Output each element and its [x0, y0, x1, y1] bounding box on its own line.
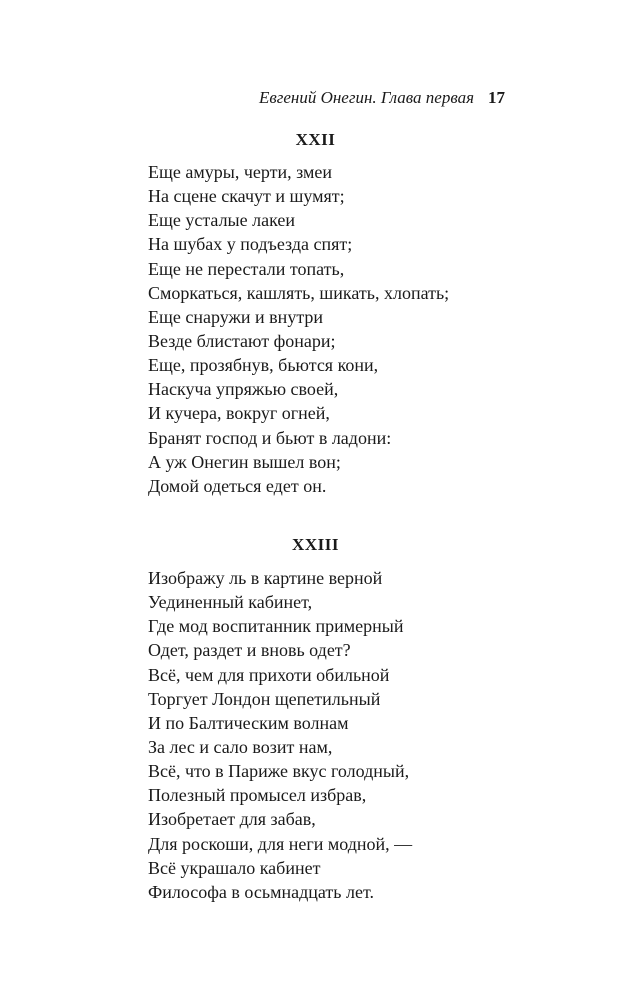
verse-line: Одет, раздет и вновь одет?	[148, 640, 351, 661]
verse-line: Изобретает для забав,	[148, 809, 316, 830]
stanza-number: XXII	[295, 130, 336, 149]
verse-line: Полезный промысел избрав,	[148, 785, 367, 806]
stanza-lines	[148, 160, 449, 498]
verse-line: Всё, чем для прихоти обильной	[148, 664, 390, 685]
verse-line: Еще снаружи и внутри	[148, 306, 324, 327]
verse-line: Еще амуры, черти, змеи	[148, 162, 332, 182]
verse-line: Для роскоши, для неги модной, —	[148, 833, 413, 854]
verse-line: И кучера, вокруг огней,	[148, 403, 330, 424]
verse-line: Всё, что в Париже вкус голодный,	[148, 761, 410, 782]
verse-line: Философа в осьмнадцать лет.	[148, 881, 374, 902]
verse-line: На шубах у подъезда спят;	[148, 234, 353, 255]
verse-line: На сцене скачут и шумят;	[148, 186, 345, 207]
verse-line: Бранят господ и бьют в ладони:	[148, 427, 392, 448]
verse-line: Наскуча упряжью своей,	[148, 379, 339, 400]
running-title: Евгений Онегин. Глава первая	[258, 88, 474, 107]
verse-line: Торгует Лондон щепетильный	[148, 688, 381, 709]
verse-line: Еще не перестали топать,	[148, 258, 345, 279]
verse-line: Где мод воспитанник примерный	[148, 616, 404, 637]
stanza-number: XXIII	[292, 535, 339, 554]
verse-line: Везде блистают фонари;	[148, 330, 336, 351]
stanza-lines	[148, 566, 412, 904]
verse-line: Еще, прозябнув, бьются кони,	[148, 355, 379, 376]
running-head	[259, 88, 505, 108]
page-number: 17	[488, 88, 505, 107]
verse-line: Сморкаться, кашлять, шикать, хлопать;	[148, 282, 450, 303]
verse-line: За лес и сало возит нам,	[148, 736, 333, 757]
verse-line: Уединенный кабинет,	[148, 592, 313, 613]
verse-line: А уж Онегин вышел вон;	[148, 451, 341, 472]
verse-line: Всё украшало кабинет	[148, 857, 321, 878]
verse-line: Еще усталые лакеи	[148, 210, 296, 231]
verse-line: Домой одеться едет он.	[148, 475, 327, 496]
verse-line: И по Балтическим волнам	[148, 712, 349, 733]
verse-line: Изображу ль в картине верной	[148, 568, 383, 588]
